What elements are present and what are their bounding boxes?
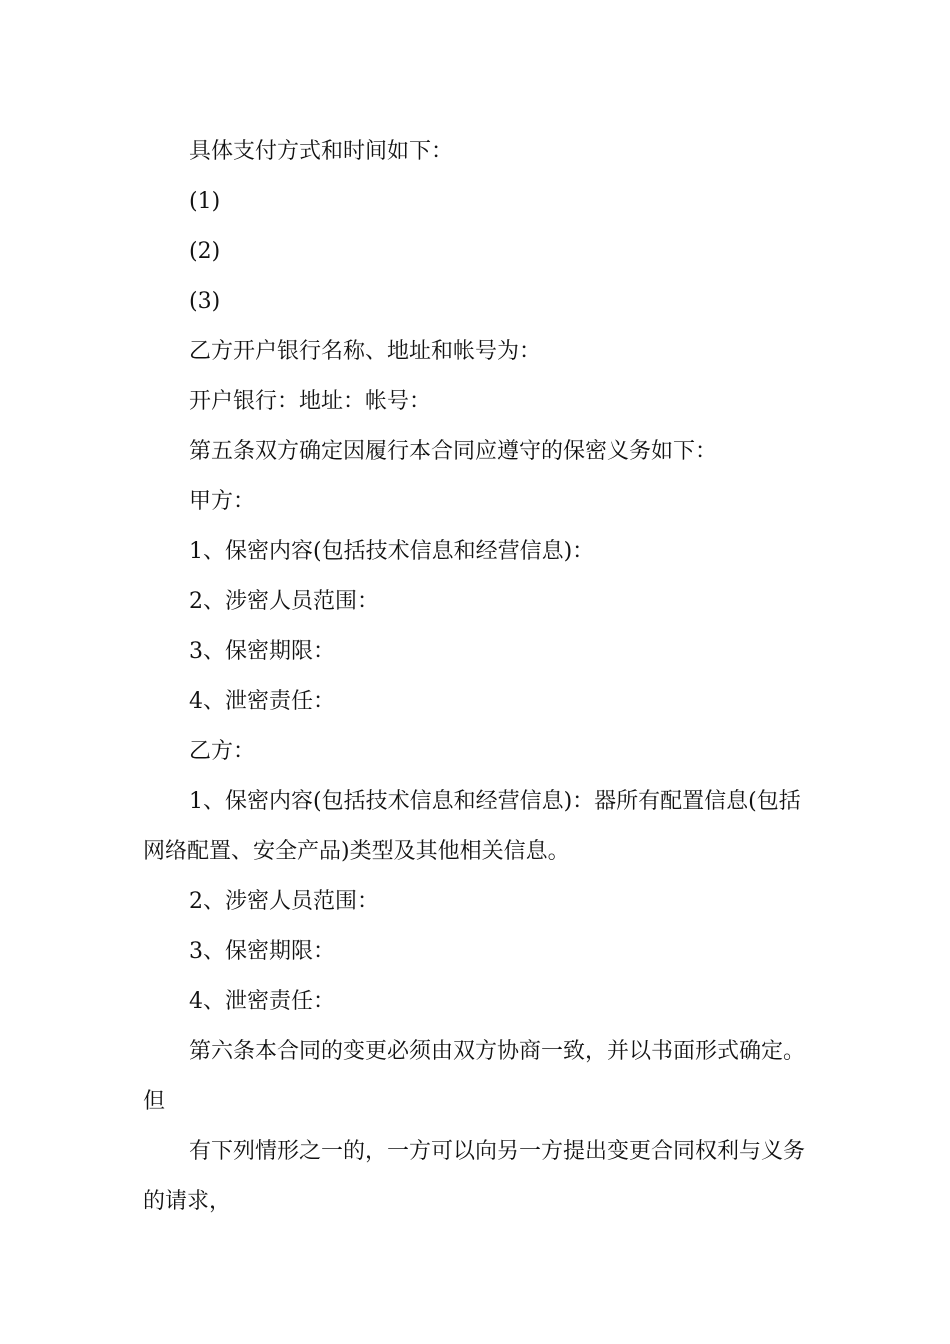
paragraph-change-conditions: 有下列情形之一的，一方可以向另一方提出变更合同权利与义务的请求， xyxy=(143,1139,806,1214)
paragraph-article-6: 第六条本合同的变更必须由双方协商一致，并以书面形式确定。但 xyxy=(143,1039,806,1114)
paragraph-party-b: 乙方： xyxy=(189,739,256,764)
paragraph-bank-fields: 开户银行：地址：帐号： xyxy=(189,389,432,414)
paragraph-item-1: (1) xyxy=(189,189,221,214)
paragraph-party-a-liability: 4、泄密责任： xyxy=(189,689,335,714)
paragraph-party-a: 甲方： xyxy=(189,489,256,514)
paragraph-article-5: 第五条双方确定因履行本合同应遵守的保密义务如下： xyxy=(189,439,718,464)
paragraph-party-a-personnel: 2、涉密人员范围： xyxy=(189,589,379,614)
paragraph-party-b-personnel: 2、涉密人员范围： xyxy=(189,889,379,914)
paragraph-party-b-period: 3、保密期限： xyxy=(189,939,335,964)
paragraph-party-b-liability: 4、泄密责任： xyxy=(189,989,335,1014)
paragraph-party-b-content: 1、保密内容(包括技术信息和经营信息)：器所有配置信息(包括网络配置、安全产品)类型及其他相关信息。 xyxy=(143,789,801,864)
paragraph-bank-info-heading: 乙方开户银行名称、地址和帐号为： xyxy=(189,339,542,364)
paragraph-party-a-content: 1、保密内容(包括技术信息和经营信息)： xyxy=(189,539,595,564)
paragraph-item-2: (2) xyxy=(189,239,221,264)
paragraph-payment-method: 具体支付方式和时间如下： xyxy=(189,139,454,164)
document-body xyxy=(143,127,815,1227)
paragraph-item-3: (3) xyxy=(189,289,221,314)
paragraph-party-a-period: 3、保密期限： xyxy=(189,639,335,664)
